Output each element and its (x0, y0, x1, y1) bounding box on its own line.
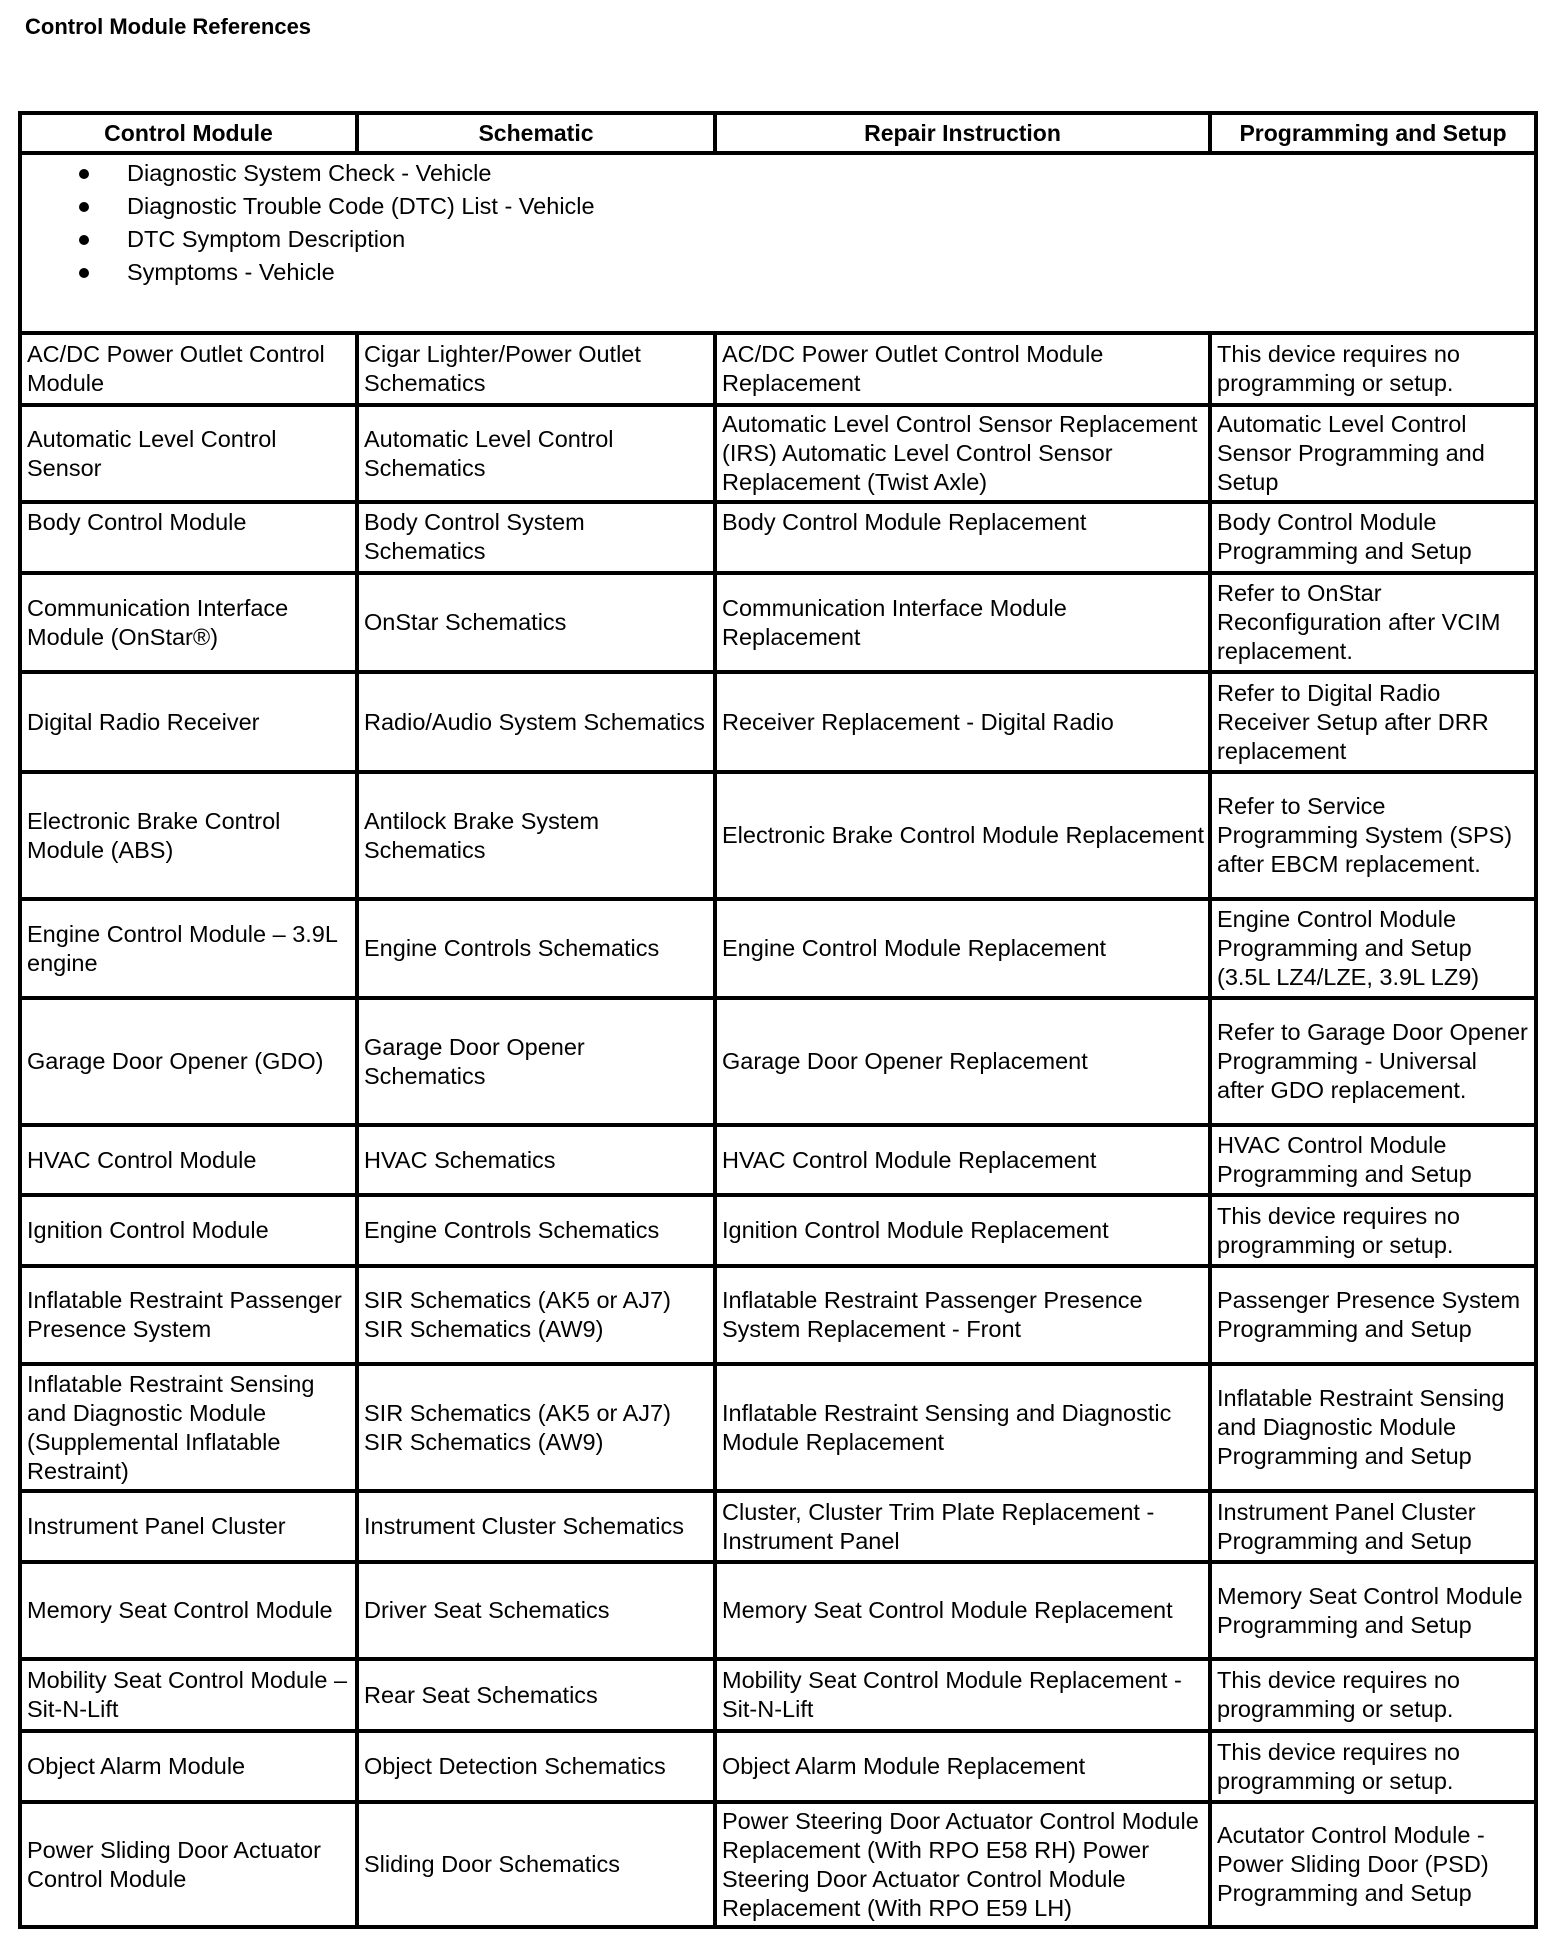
general-references-cell (20, 153, 1536, 333)
programming-link[interactable]: Body Control Module Programming and Setup (1210, 502, 1536, 573)
module-cell: Automatic Level Control Sensor (20, 405, 357, 502)
schematic-link[interactable]: Automatic Level Control Schematics (357, 405, 715, 502)
table-row (20, 1731, 1536, 1802)
repair-link[interactable]: Inflatable Restraint Passenger Presence System Replacement - Front (715, 1266, 1210, 1364)
module-cell: Communication Interface Module (OnStar®) (20, 573, 357, 672)
module-cell: Body Control Module (20, 502, 357, 573)
programming-link[interactable]: Inflatable Restraint Sensing and Diagnostic Module Programming and Setup (1210, 1364, 1536, 1491)
bullet-icon (79, 268, 89, 278)
table-row (20, 1562, 1536, 1659)
programming-cell: This device requires no programming or setup. (1210, 1659, 1536, 1731)
column-header-programming-and-setup: Programming and Setup (1210, 113, 1536, 153)
programming-link[interactable]: Refer to Digital Radio Receiver Setup after DRR replacement (1210, 672, 1536, 772)
page-title: Control Module References (25, 14, 312, 39)
repair-link[interactable]: Power Steering Door Actuator Control Module Replacement (With RPO E58 RH) Power Steering Door Actuator Control Module Replacement (With RPO E59 LH) (715, 1802, 1210, 1927)
schematic-link[interactable]: SIR Schematics (AK5 or AJ7) SIR Schematics (AW9) (357, 1266, 715, 1364)
table-row (20, 1195, 1536, 1266)
table-row (20, 1491, 1536, 1562)
repair-link[interactable]: Cluster, Cluster Trim Plate Replacement - Instrument Panel (715, 1491, 1210, 1562)
module-cell: Engine Control Module – 3.9L engine (20, 899, 357, 998)
schematic-link[interactable]: OnStar Schematics (357, 573, 715, 672)
programming-link[interactable]: HVAC Control Module Programming and Setup (1210, 1125, 1536, 1195)
table-row (20, 405, 1536, 502)
repair-link[interactable]: Mobility Seat Control Module Replacement - Sit-N-Lift (715, 1659, 1210, 1731)
column-header-schematic: Schematic (357, 113, 715, 153)
table-row (20, 672, 1536, 772)
schematic-link[interactable]: Object Detection Schematics (357, 1731, 715, 1802)
column-header-control-module: Control Module (20, 113, 357, 153)
reference-link-diagnostic-system-check[interactable]: Diagnostic System Check - Vehicle (22, 157, 1534, 190)
table-row (20, 1659, 1536, 1731)
table-row (20, 1125, 1536, 1195)
table-row (20, 998, 1536, 1125)
general-references-row (20, 153, 1536, 333)
module-cell: Object Alarm Module (20, 1731, 357, 1802)
programming-link[interactable]: Automatic Level Control Sensor Programming and Setup (1210, 405, 1536, 502)
programming-link[interactable]: Passenger Presence System Programming and Setup (1210, 1266, 1536, 1364)
repair-link[interactable]: Automatic Level Control Sensor Replacement (IRS) Automatic Level Control Sensor Replacement (Twist Axle) (715, 405, 1210, 502)
repair-link[interactable]: Memory Seat Control Module Replacement (715, 1562, 1210, 1659)
programming-link[interactable]: Acutator Control Module - Power Sliding Door (PSD) Programming and Setup (1210, 1802, 1536, 1927)
schematic-link[interactable]: Sliding Door Schematics (357, 1802, 715, 1927)
schematic-link[interactable]: Cigar Lighter/Power Outlet Schematics (357, 333, 715, 405)
table-row (20, 899, 1536, 998)
module-cell: AC/DC Power Outlet Control Module (20, 333, 357, 405)
repair-link[interactable]: AC/DC Power Outlet Control Module Replacement (715, 333, 1210, 405)
module-cell: Mobility Seat Control Module – Sit-N-Lift (20, 1659, 357, 1731)
table-row (20, 333, 1536, 405)
table-row (20, 1266, 1536, 1364)
column-header-repair-instruction: Repair Instruction (715, 113, 1210, 153)
programming-link[interactable]: Refer to Service Programming System (SPS) after EBCM replacement. (1210, 772, 1536, 899)
repair-link[interactable]: Receiver Replacement - Digital Radio (715, 672, 1210, 772)
table-row (20, 1364, 1536, 1491)
repair-link[interactable]: Engine Control Module Replacement (715, 899, 1210, 998)
module-cell: HVAC Control Module (20, 1125, 357, 1195)
reference-link-dtc-symptom-description[interactable]: DTC Symptom Description (22, 223, 1534, 256)
module-cell: Memory Seat Control Module (20, 1562, 357, 1659)
control-module-references-table (18, 111, 1538, 1929)
module-cell: Digital Radio Receiver (20, 672, 357, 772)
bullet-icon (79, 235, 89, 245)
repair-link[interactable]: Ignition Control Module Replacement (715, 1195, 1210, 1266)
module-cell: Ignition Control Module (20, 1195, 357, 1266)
programming-link[interactable]: Refer to Garage Door Opener Programming - Universal after GDO replacement. (1210, 998, 1536, 1125)
table-row (20, 1802, 1536, 1927)
module-cell: Inflatable Restraint Sensing and Diagnostic Module (Supplemental Inflatable Restraint) (20, 1364, 357, 1491)
programming-link[interactable]: Refer to OnStar Reconfiguration after VCIM replacement. (1210, 573, 1536, 672)
repair-link[interactable]: Communication Interface Module Replacement (715, 573, 1210, 672)
general-references-list (22, 157, 1534, 289)
schematic-link[interactable]: Antilock Brake System Schematics (357, 772, 715, 899)
schematic-link[interactable]: Engine Controls Schematics (357, 899, 715, 998)
schematic-link[interactable]: Body Control System Schematics (357, 502, 715, 573)
table-row (20, 573, 1536, 672)
table-header-row (20, 113, 1536, 153)
schematic-link[interactable]: SIR Schematics (AK5 or AJ7) SIR Schematics (AW9) (357, 1364, 715, 1491)
programming-link[interactable]: Instrument Panel Cluster Programming and Setup (1210, 1491, 1536, 1562)
schematic-link[interactable]: HVAC Schematics (357, 1125, 715, 1195)
module-cell: Garage Door Opener (GDO) (20, 998, 357, 1125)
schematic-link[interactable]: Radio/Audio System Schematics (357, 672, 715, 772)
module-cell: Inflatable Restraint Passenger Presence System (20, 1266, 357, 1364)
schematic-link[interactable]: Instrument Cluster Schematics (357, 1491, 715, 1562)
bullet-icon (79, 169, 89, 179)
schematic-link[interactable]: Rear Seat Schematics (357, 1659, 715, 1731)
repair-link[interactable]: Body Control Module Replacement (715, 502, 1210, 573)
repair-link[interactable]: HVAC Control Module Replacement (715, 1125, 1210, 1195)
reference-link-symptoms-vehicle[interactable]: Symptoms - Vehicle (22, 256, 1534, 289)
repair-link[interactable]: Electronic Brake Control Module Replacement (715, 772, 1210, 899)
repair-link[interactable]: Inflatable Restraint Sensing and Diagnostic Module Replacement (715, 1364, 1210, 1491)
bullet-icon (79, 202, 89, 212)
programming-cell: This device requires no programming or setup. (1210, 333, 1536, 405)
reference-link-dtc-list[interactable]: Diagnostic Trouble Code (DTC) List - Vehicle (22, 190, 1534, 223)
table-row (20, 502, 1536, 573)
schematic-link[interactable]: Driver Seat Schematics (357, 1562, 715, 1659)
module-cell: Power Sliding Door Actuator Control Module (20, 1802, 357, 1927)
programming-cell: This device requires no programming or setup. (1210, 1731, 1536, 1802)
programming-link[interactable]: Engine Control Module Programming and Setup (3.5L LZ4/LZE, 3.9L LZ9) (1210, 899, 1536, 998)
schematic-link[interactable]: Garage Door Opener Schematics (357, 998, 715, 1125)
programming-link[interactable]: Memory Seat Control Module Programming and Setup (1210, 1562, 1536, 1659)
programming-cell: This device requires no programming or setup. (1210, 1195, 1536, 1266)
repair-link[interactable]: Object Alarm Module Replacement (715, 1731, 1210, 1802)
module-cell: Instrument Panel Cluster (20, 1491, 357, 1562)
schematic-link[interactable]: Engine Controls Schematics (357, 1195, 715, 1266)
table-row (20, 772, 1536, 899)
repair-link[interactable]: Garage Door Opener Replacement (715, 998, 1210, 1125)
module-cell: Electronic Brake Control Module (ABS) (20, 772, 357, 899)
